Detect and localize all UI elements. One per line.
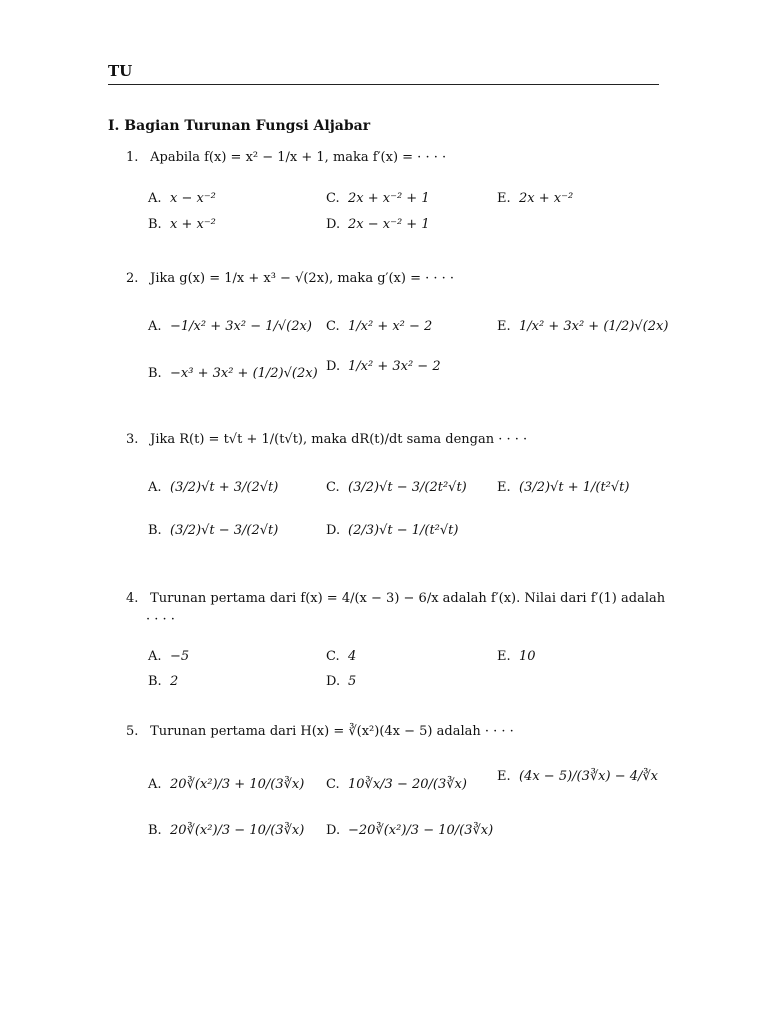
section-title: I. Bagian Turunan Fungsi Aljabar xyxy=(108,118,371,134)
question-4 xyxy=(126,591,665,606)
option-text: (3/2)√t + 1/(t²√t) xyxy=(519,480,630,495)
option-text: 20∛(x²)/3 + 10/(3∛x) xyxy=(170,777,305,792)
option-text: 20∛(x²)/3 − 10/(3∛x) xyxy=(170,823,305,838)
question-stem: Jika g(x) = 1/x + x³ − √(2x), maka g′(x) = · · · · xyxy=(150,271,455,286)
question-number: 5. xyxy=(126,724,139,739)
option-5b[interactable]: B. 20∛(x²)/3 − 10/(3∛x) xyxy=(148,823,305,838)
option-4a[interactable]: A. −5 xyxy=(148,649,190,664)
question-3 xyxy=(126,432,527,447)
option-text: (3/2)√t − 3/(2t²√t) xyxy=(348,480,467,495)
option-text: −5 xyxy=(170,649,190,664)
question-number: 2. xyxy=(126,271,139,286)
option-3d[interactable]: D. (2/3)√t − 1/(t²√t) xyxy=(326,523,459,538)
question-5 xyxy=(126,724,514,739)
option-4b[interactable]: B. 2 xyxy=(148,674,179,689)
question-number: 1. xyxy=(126,150,139,165)
option-text: (2/3)√t − 1/(t²√t) xyxy=(348,523,459,538)
option-text: 2 xyxy=(170,674,179,689)
option-5d[interactable]: D. −20∛(x²)/3 − 10/(3∛x) xyxy=(326,823,494,838)
option-text: 2x − x⁻² + 1 xyxy=(348,217,430,232)
question-stem: Jika R(t) = t√t + 1/(t√t), maka dR(t)/dt sama dengan · · · · xyxy=(150,432,528,447)
question-stem: Turunan pertama dari H(x) = ∛(x²)(4x − 5) adalah · · · · xyxy=(150,724,514,739)
question-2 xyxy=(126,271,454,286)
option-text: x + x⁻² xyxy=(170,217,216,232)
option-1b[interactable]: B. x + x⁻² xyxy=(148,217,216,232)
option-4c[interactable]: C. 4 xyxy=(326,649,357,664)
option-text: 10 xyxy=(519,649,536,664)
option-1d[interactable]: D. 2x − x⁻² + 1 xyxy=(326,217,430,232)
option-text: 2x + x⁻² + 1 xyxy=(348,191,430,206)
option-text: x − x⁻² xyxy=(170,191,216,206)
question-number: 3. xyxy=(126,432,139,447)
option-2a[interactable]: A. −1/x² + 3x² − 1/√(2x) xyxy=(148,319,312,334)
question-4-continuation: · · · · xyxy=(146,612,175,627)
option-text: (3/2)√t − 3/(2√t) xyxy=(170,523,279,538)
option-text: 10∛x/3 − 20/(3∛x) xyxy=(348,777,467,792)
question-number: 4. xyxy=(126,591,139,606)
option-5e[interactable]: E. (4x − 5)/(3∛x) − 4/∛x xyxy=(497,769,659,784)
option-text: −1/x² + 3x² − 1/√(2x) xyxy=(170,319,312,334)
option-text: (4x − 5)/(3∛x) − 4/∛x xyxy=(519,769,659,784)
option-5a[interactable]: A. 20∛(x²)/3 + 10/(3∛x) xyxy=(148,777,305,792)
option-2b[interactable]: B. −x³ + 3x² + (1/2)√(2x) xyxy=(148,366,318,381)
option-text: 4 xyxy=(348,649,357,664)
option-2c[interactable]: C. 1/x² + x² − 2 xyxy=(326,319,433,334)
option-4d[interactable]: D. 5 xyxy=(326,674,357,689)
option-text: 1/x² + 3x² − 2 xyxy=(348,359,441,374)
option-3c[interactable]: C. (3/2)√t − 3/(2t²√t) xyxy=(326,480,467,495)
header-title: TU xyxy=(108,62,133,80)
question-stem: Apabila f(x) = x² − 1/x + 1, maka f′(x) = · · · · xyxy=(150,150,447,165)
option-2e[interactable]: E. 1/x² + 3x² + (1/2)√(2x) xyxy=(497,319,669,334)
question-1 xyxy=(126,150,446,165)
option-3a[interactable]: A. (3/2)√t + 3/(2√t) xyxy=(148,480,279,495)
option-text: −x³ + 3x² + (1/2)√(2x) xyxy=(170,366,318,381)
option-text: 2x + x⁻² xyxy=(519,191,574,206)
option-3b[interactable]: B. (3/2)√t − 3/(2√t) xyxy=(148,523,279,538)
option-text: 1/x² + x² − 2 xyxy=(348,319,433,334)
option-3e[interactable]: E. (3/2)√t + 1/(t²√t) xyxy=(497,480,630,495)
option-1c[interactable]: C. 2x + x⁻² + 1 xyxy=(326,191,430,206)
option-5c[interactable]: C. 10∛x/3 − 20/(3∛x) xyxy=(326,777,467,792)
question-stem: Turunan pertama dari f(x) = 4/(x − 3) − 6/x adalah f′(x). Nilai dari f′(1) adalah xyxy=(150,591,666,606)
option-2d[interactable]: D. 1/x² + 3x² − 2 xyxy=(326,359,441,374)
option-text: 5 xyxy=(348,674,357,689)
option-text: 1/x² + 3x² + (1/2)√(2x) xyxy=(519,319,669,334)
option-4e[interactable]: E. 10 xyxy=(497,649,536,664)
option-text: (3/2)√t + 3/(2√t) xyxy=(170,480,279,495)
option-1e[interactable]: E. 2x + x⁻² xyxy=(497,191,574,206)
option-text: −20∛(x²)/3 − 10/(3∛x) xyxy=(348,823,494,838)
option-1a[interactable]: A. x − x⁻² xyxy=(148,191,216,206)
page-header xyxy=(108,62,659,85)
